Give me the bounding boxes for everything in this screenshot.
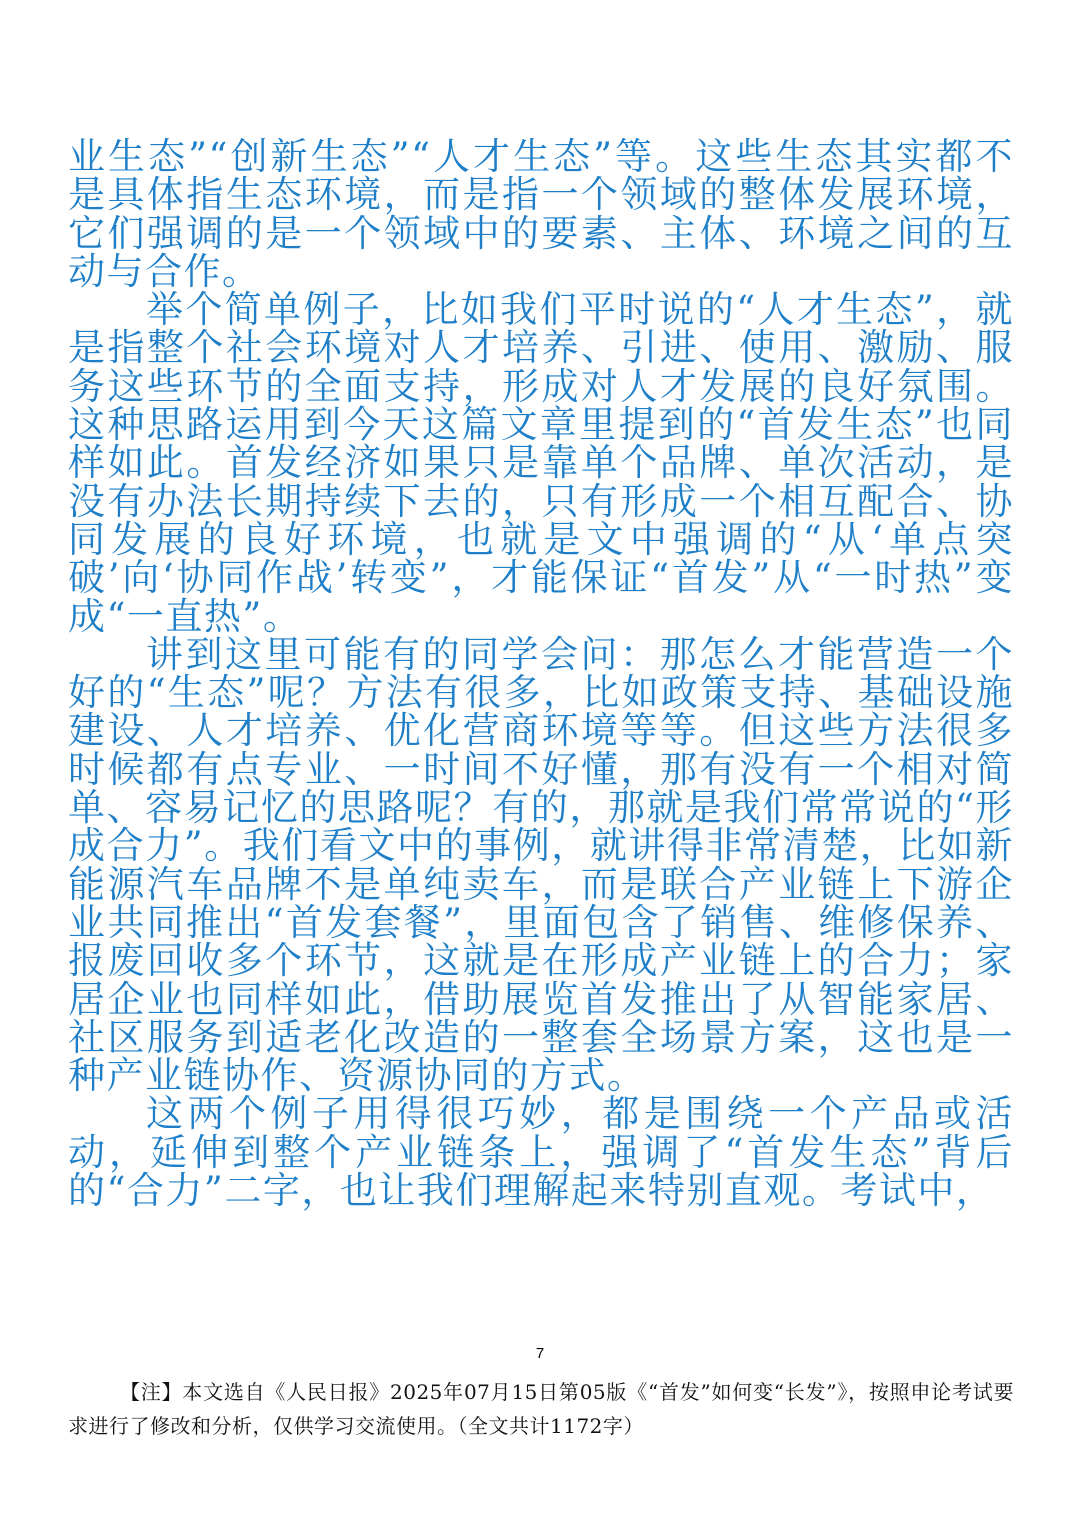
paragraph-4: 这两个例子用得很巧妙，都是围绕一个产品或活动，延伸到整个产业链条上，强调了“首发生态”背后的“合力”二字，也让我们理解起来特别直观。考试中，: [68, 1092, 1014, 1213]
paragraph-1: 业生态”“创新生态”“人才生态”等。这些生态其实都不是具体指生态环境，而是指一个领域的整体发展环境，它们强调的是一个领域中的要素、主体、环境之间的互动与合作。: [68, 135, 1014, 293]
footnote: 【注】本文选自《人民日报》2025年07月15日第05版《“首发”如何变“长发”》，按照申论考试要求进行了修改和分析，仅供学习交流使用。（全文共计1172字）: [68, 1380, 1014, 1438]
paragraph-2: 举个简单例子，比如我们平时说的“人才生态”，就是指整个社会环境对人才培养、引进、使用、激励、服务这些环节的全面支持，形成对人才发展的良好氛围。这种思路运用到今天这篇文章里提到的“首发生态”也同样如此。首发经济如果只是靠单个品牌、单次活动，是没有办法长期持续下去的，只有形成一个相互配合、协同发展的良好环境，也就是文中强调的“从‘单点突破’向‘协同作战’转变”，才能保证“首发”从“一时热”变成“一直热”。: [68, 288, 1014, 638]
paragraph-3: 讲到这里可能有的同学会问：那怎么才能营造一个好的“生态”呢？方法有很多，比如政策支持、基础设施建设、人才培养、优化营商环境等等。但这些方法很多时候都有点专业、一时间不好懂，那有没有一个相对简单、容易记忆的思路呢？有的，那就是我们常常说的“形成合力”。我们看文中的事例，就讲得非常清楚，比如新能源汽车品牌不是单纯卖车，而是联合产业链上下游企业共同推出“首发套餐”，里面包含了销售、维修保养、报废回收多个环节，这就是在形成产业链上的合力；家居企业也同样如此，借助展览首发推出了从智能家居、社区服务到适老化改造的一整套全场景方案，这也是一种产业链协作、资源协同的方式。: [68, 632, 1014, 1098]
article-body: [68, 135, 1014, 1213]
page-number: 7: [535, 1345, 545, 1362]
